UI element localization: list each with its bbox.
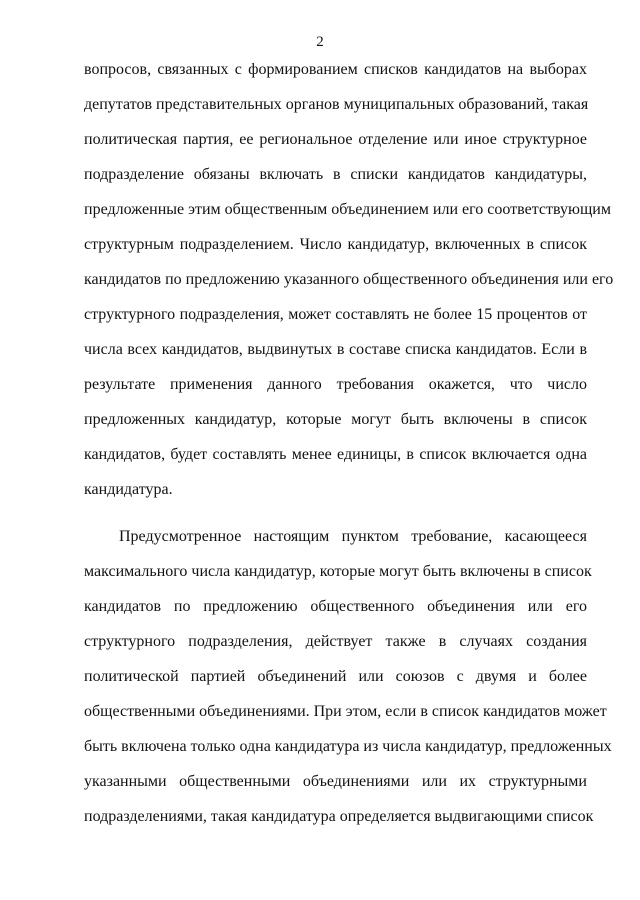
page-number: 2 <box>316 34 324 50</box>
text-line: общественными объединениями. При этом, если в список кандидатов может <box>84 703 607 720</box>
text-line: предложенные этим общественным объединением или его соответствующим <box>84 201 611 218</box>
text-line: структурного подразделения, действует также в случаях создания <box>84 633 587 650</box>
text-line: подразделениями, такая кандидатура определяется выдвигающими список <box>84 808 594 825</box>
text-line: кандидатура. <box>84 481 173 498</box>
text-line: политическая партия, ее региональное отделение или иное структурное <box>84 131 587 148</box>
text-line: кандидатов, будет составлять менее единицы, в список включается одна <box>84 446 587 463</box>
text-line: предложенных кандидатур, которые могут быть включены в список <box>84 411 587 428</box>
text-line: структурным подразделением. Число кандидатур, включенных в список <box>84 236 587 253</box>
text-line: Предусмотренное настоящим пунктом требование, касающееся <box>119 528 587 545</box>
text-line: кандидатов по предложению общественного объединения или его <box>84 598 587 615</box>
text-line: вопросов, связанных с формированием списков кандидатов на выборах <box>84 61 587 78</box>
text-line: кандидатов по предложению указанного общественного объединения или его <box>84 271 614 288</box>
text-line: указанными общественными объединениями или их структурными <box>84 773 587 790</box>
text-line: максимального числа кандидатур, которые могут быть включены в список <box>84 563 592 580</box>
text-line: подразделение обязаны включать в списки кандидатов кандидатуры, <box>84 166 587 183</box>
text-line: числа всех кандидатов, выдвинутых в составе списка кандидатов. Если в <box>84 341 587 358</box>
text-line: быть включена только одна кандидатура из числа кандидатур, предложенных <box>84 738 612 755</box>
text-line: депутатов представительных органов муниципальных образований, такая <box>84 96 589 113</box>
text-line: результате применения данного требования окажется, что число <box>84 376 587 393</box>
text-line: структурного подразделения, может составлять не более 15 процентов от <box>84 306 587 323</box>
text-line: политической партией объединений или союзов с двумя и более <box>84 668 587 685</box>
